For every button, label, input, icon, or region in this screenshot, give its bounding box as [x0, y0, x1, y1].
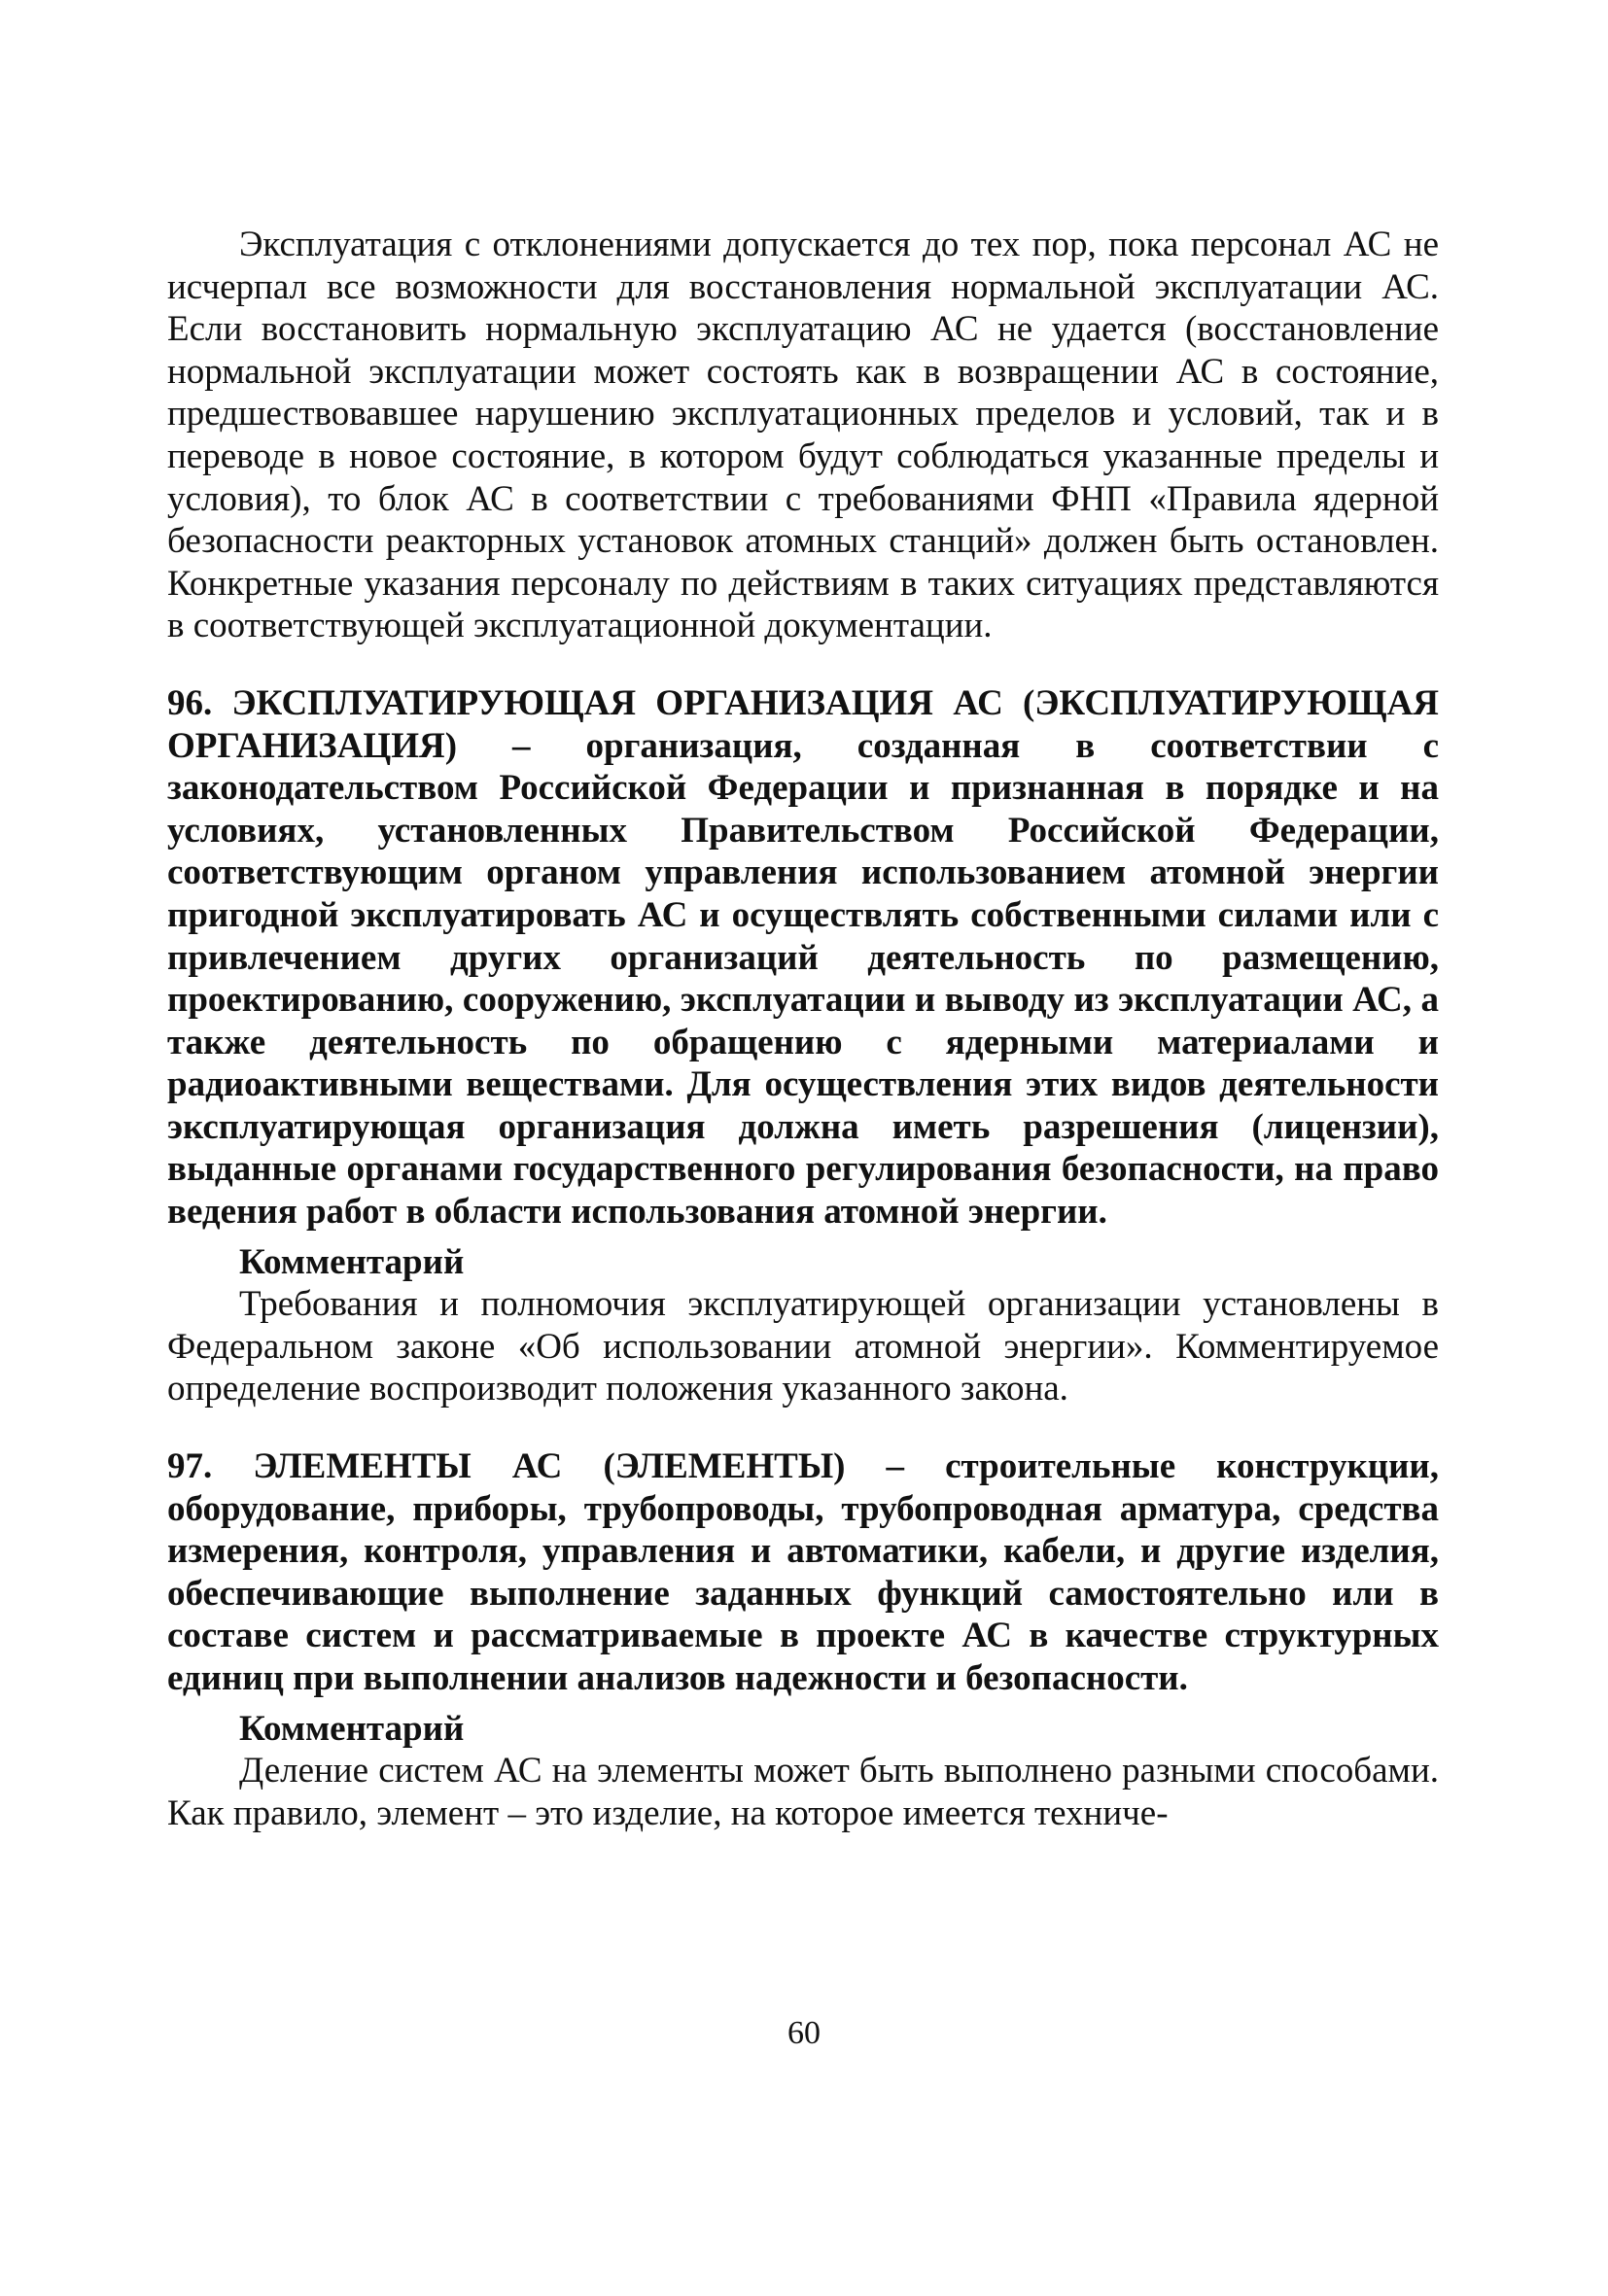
paragraph-operation-deviations: Эксплуатация с отклонениями допускается до тех пор, пока персонал АС не исчерпал все возможности для восстановления нормальной эксплуатации АС. Если восстановить нормальную эксплуатацию АС не удается (восстановление нормальной эксплуатации может состоять как в возвращении АС в состояние, предшествовавшее нарушению эксплуатационных пределов и условий, так и в переводе в новое состояние, в котором будут соблюдаться указанные пределы и условия), то блок АС в соответствии с требованиями ФНП «Правила ядерной безопасности реакторных установок атомных станций» должен быть остановлен. Конкретные указания персоналу по действиям в таких ситуациях представляются в соответствующей эксплуатационной документации. — [167, 225, 1439, 646]
term-97-elements: 97. ЭЛЕМЕНТЫ АС (ЭЛЕМЕНТЫ) – строительные конструкции, оборудование, приборы, трубопроводы, трубопроводная арматура, средства измерения, контроля, управления и автоматики, кабели, и другие изделия, обеспечивающие выполнение заданных функций самостоятельно или в составе систем и рассматриваемые в проекте АС в качестве структурных единиц при выполнении анализов надежности и безопасности. — [167, 1446, 1439, 1698]
comment-heading-96: Комментарий — [239, 1241, 465, 1282]
comment-96-text: Требования и полномочия эксплуатирующей организации установлены в Федеральном законе «Об использовании атомной энергии». Комментируемое определение воспроизводит положения указанного закона. — [167, 1284, 1439, 1409]
document-page — [167, 224, 1439, 1834]
term-96-operating-organization: 96. ЭКСПЛУАТИРУЮЩАЯ ОРГАНИЗАЦИЯ АС (ЭКСПЛУАТИРУЮЩАЯ ОРГАНИЗАЦИЯ) – организация, созданная в соответствии с законодательством Российской Федерации и признанная в порядке и на условиях, установленных Правительством Российской Федерации, соответствующим органом управления использованием атомной энергии пригодной эксплуатировать АС и осуществлять собственными силами или с привлечением других организаций деятельность по размещению, проектированию, сооружению, эксплуатации и выводу из эксплуатации АС, а также деятельность по обращению с ядерными материалами и радиоактивными веществами. Для осуществления этих видов деятельности эксплуатирующая организация должна иметь разрешения (лицензии), выданные органами государственного регулирования безопасности, на право ведения работ в области использования атомной энергии. — [167, 682, 1439, 1233]
comment-heading-97: Комментарий — [239, 1708, 465, 1749]
comment-97-text: Деление систем АС на элементы может быть выполнено разными способами. Как правило, элемент – это изделие, на которое имеется техниче- — [167, 1751, 1439, 1833]
page-number: 60 — [787, 2015, 821, 2051]
